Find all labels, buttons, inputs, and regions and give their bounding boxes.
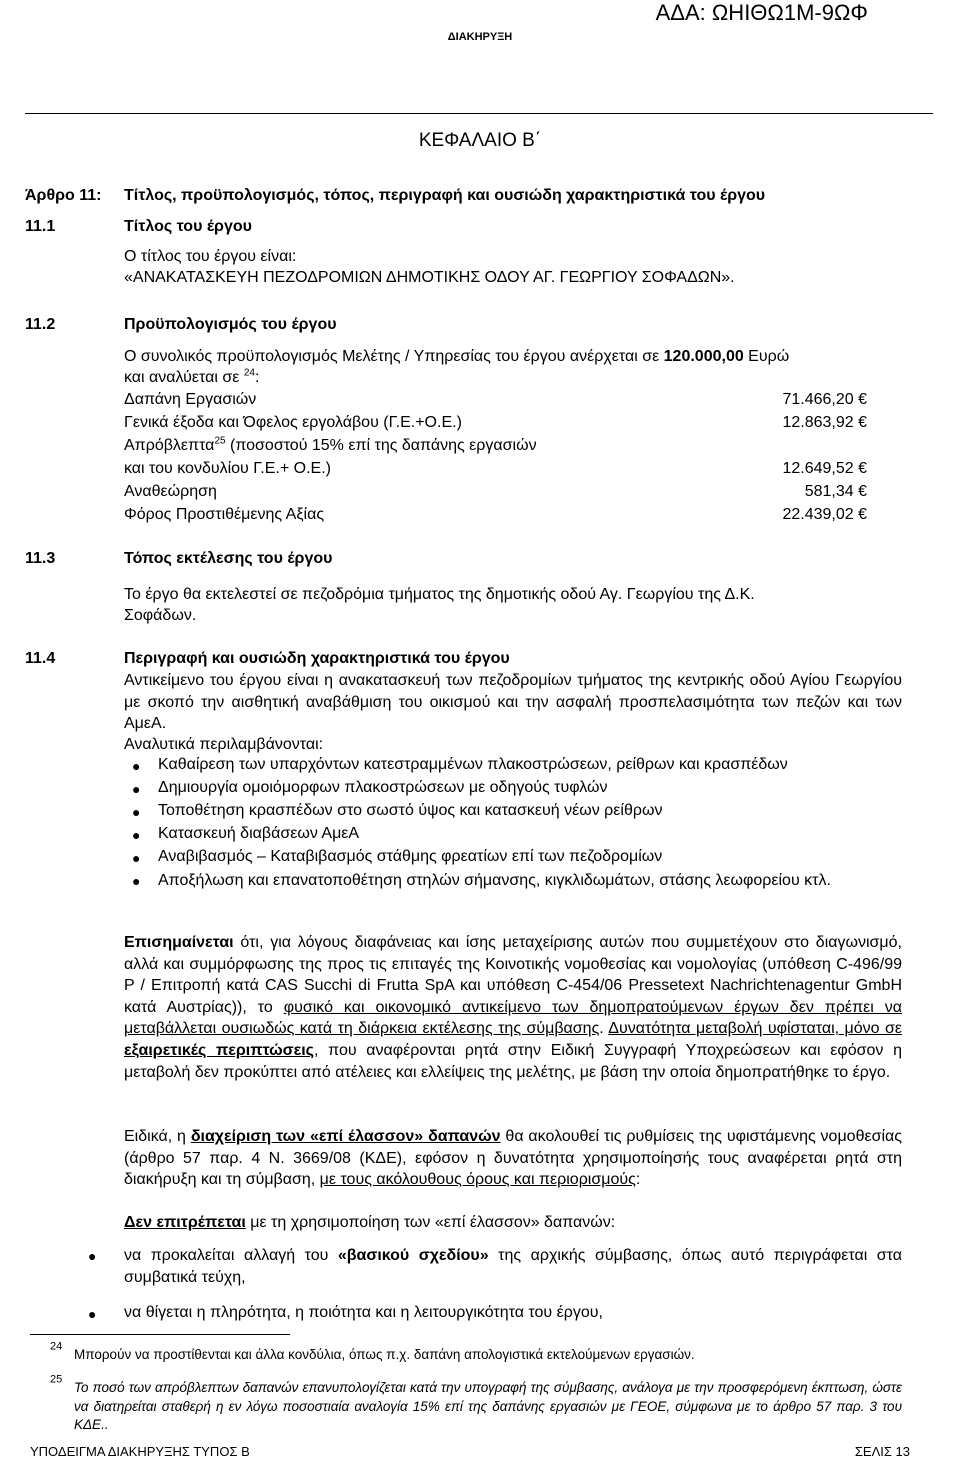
budget-total: 120.000,00 bbox=[663, 348, 744, 365]
bullet-icon: ● bbox=[88, 1306, 97, 1322]
footnote-divider bbox=[30, 1334, 290, 1335]
budget-item-label: Γενικά έξοδα και Όφελος εργολάβου (Γ.Ε.+Ο.Ε.) bbox=[124, 414, 462, 431]
footnote-25-number: 25 bbox=[50, 1373, 63, 1386]
location-text: Το έργο θα εκτελεστεί σε πεζοδρόμια τμήματος της δημοτικής οδού Αγ. Γεωργίου της Δ.Κ. bbox=[124, 586, 755, 603]
bullet-icon: ● bbox=[132, 781, 141, 797]
budget-intro: Ο συνολικός προϋπολογισμός Μελέτης / Υπηρεσίας του έργου ανέρχεται σε 120.000,00 Ευρώ bbox=[124, 348, 790, 365]
header-divider bbox=[25, 113, 933, 114]
list-item: Κατασκευή διαβάσεων ΑμεΑ bbox=[158, 825, 360, 842]
ada-code: ΑΔΑ: ΩΗΙΘΩ1Μ-9ΩΦ bbox=[655, 0, 868, 25]
section-11-1-line: Ο τίτλος του έργου είναι: bbox=[124, 248, 297, 265]
section-11-1-title: Τίτλος του έργου bbox=[124, 218, 252, 235]
list-item: να θίγεται η πληρότητα, η ποιότητα και η λειτουργικότητα του έργου, bbox=[124, 1304, 603, 1321]
footer-page-number: ΣΕΛΙΣ 13 bbox=[854, 1444, 910, 1459]
list-item: Αναβιβασμός – Καταβιβασμός στάθμης φρεατίων επί των πεζοδρομίων bbox=[158, 848, 663, 865]
document-type: ΔΙΑΚΗΡΥΞΗ bbox=[447, 31, 513, 43]
list-item: Αποξήλωση και επανατοποθέτηση στηλών σήμανσης, κιγκλιδωμάτων, στάσης λεωφορείου κτλ. bbox=[158, 872, 831, 889]
budget-intro-2: και αναλύεται σε $^{24}$: bbox=[124, 367, 260, 386]
not-allowed-line: Δεν επιτρέπεται με τη χρησιμοποίηση των «επί έλασσον» δαπανών: bbox=[124, 1214, 616, 1231]
budget-item-amount: 12.863,92 € bbox=[782, 414, 867, 431]
list-item: Τοποθέτηση κρασπέδων στο σωστό ύψος και κατασκευή νέων ρείθρων bbox=[158, 802, 663, 819]
description-paragraph: Αντικείμενο του έργου είναι η ανακατασκευή των πεζοδρομίων τμήματος της κεντρικής οδού Αγίου Γεωργίου με σκοπό την αισθητική αναβάθμιση του οικισμού και την ασφαλή προσπελασιμότητα των πεζών και των ΑμεΑ. bbox=[124, 672, 902, 732]
chapter-title: ΚΕΦΑΛΑΙΟ Β΄ bbox=[418, 130, 542, 151]
section-11-4-title: Περιγραφή και ουσιώδη χαρακτηριστικά του έργου bbox=[124, 650, 510, 667]
budget-item-label: Φόρος Προστιθέμενης Αξίας bbox=[124, 506, 325, 523]
budget-item-amount: 581,34 € bbox=[804, 483, 867, 500]
bullet-icon: ● bbox=[132, 873, 141, 889]
budget-item-label: και του κονδυλίου Γ.Ε.+ Ο.Ε.) bbox=[124, 460, 331, 477]
section-11-3-number: 11.3 bbox=[25, 550, 56, 567]
bullet-icon: ● bbox=[132, 827, 141, 843]
special-paragraph: Ειδικά, η διαχείριση των «επί έλασσον» δαπανών θα ακολουθεί τις ρυθμίσεις της υφιστάμενης νομοθεσίας (άρθρο 57 παρ. 4 Ν. 3669/08 (ΚΔΕ), εφόσον η δυνατότητα χρησιμοποίησής τους αναφέρεται ρητά στη διακήρυξη και τη σύμβαση, με τους ακόλουθους όρους και περιορισμούς: bbox=[124, 1128, 902, 1189]
bullet-icon: ● bbox=[132, 758, 141, 774]
budget-item-amount: 71.466,20 € bbox=[782, 391, 867, 408]
notice-paragraph: Επισημαίνεται ότι, για λόγους διαφάνειας και ίσης μεταχείρισης αυτών που συμμετέχουν στο διαγωνισμό, αλλά και συμμόρφωσης της πρoς τις επιταγές της Κοινοτικής νομοθεσίας και νομολογίας (υπόθεση C-496/99 P / Επιτροπή κατά CAS Succhi di Frutta SpA και υπόθεση C-454/06 Pressetext Nachrichtenagentur GmbH κατά Αυστρίας)), το φυσικό και οικονομικό αντικείμενο των δημοπρατούμενων έργων δεν πρέπει να μεταβάλλεται ουσιωδώς κατά τη διάρκεια εκτέλεσης της σύμβασης. Δυνατότητα μεταβολή υφίσταται, μόνο σε εξαιρετικές περιπτώσεις, που αναφέρονται ρητά στην Ειδική Συγγραφή Υποχρεώσεων και εφόσον η μεταβολή δεν προκύπτει από ατέλειες και ελλείψεις της μελέτης, με βάση την οποία δημοπρατήθηκε το έργο. bbox=[124, 934, 903, 1081]
section-11-4-number: 11.4 bbox=[25, 650, 56, 667]
bullet-icon: ● bbox=[132, 804, 141, 820]
budget-item-amount: 22.439,02 € bbox=[782, 506, 867, 523]
article-label: Άρθρο 11: bbox=[25, 187, 102, 204]
description-list-intro: Αναλυτικά περιλαμβάνονται: bbox=[124, 736, 324, 753]
section-11-3-title: Τόπος εκτέλεσης του έργου bbox=[124, 550, 333, 567]
location-text-2: Σοφάδων. bbox=[124, 607, 197, 624]
footnote-24-text: Μπορούν να προστίθενται και άλλα κονδύλια, όπως π.χ. δαπάνη απολογιστικά εκτελούμενων εργασιών. bbox=[74, 1347, 695, 1362]
list-item: Καθαίρεση των υπαρχόντων κατεστραμμένων πλακοστρώσεων, ρείθρων και κρασπέδων bbox=[158, 756, 788, 773]
footnote-24-number: 24 bbox=[50, 1340, 63, 1353]
budget-item-label: Απρόβλεπτα$^{25}$ (ποσοστού 15% επί της δαπάνης εργασιών bbox=[124, 435, 537, 454]
section-11-2-number: 11.2 bbox=[25, 316, 56, 333]
list-item: να προκαλείται αλλαγή του «βασικού σχεδίου» της αρχικής σύμβασης, όπως αυτό περιγράφεται στα συμβατικά τεύχη, bbox=[124, 1247, 902, 1286]
budget-item-label: Αναθεώρηση bbox=[124, 483, 217, 500]
bullet-icon: ● bbox=[132, 850, 141, 866]
bullet-icon: ● bbox=[88, 1248, 97, 1264]
article-title: Τίτλος, προϋπολογισμός, τόπος, περιγραφή και ουσιώδη χαρακτηριστικά του έργου bbox=[124, 187, 766, 204]
footnote-25-text: Το ποσό των απρόβλεπτων δαπανών επανυπολογίζεται κατά την υπογραφή της σύμβασης, ανάλογα με την προσφερόμενη έκπτωση, ώστε να διατηρείται σταθερή η εν λόγω ποσοστιαία αναλογία 15% επί της δαπάνης εργασιών με ΓΕΟΕ, σύμφωνα με το άρθρο 57 παρ. 3 του ΚΔΕ.. bbox=[74, 1380, 902, 1432]
budget-item-amount: 12.649,52 € bbox=[782, 460, 867, 477]
budget-item-label: Δαπάνη Εργασιών bbox=[124, 391, 257, 408]
project-title: «ΑΝΑΚΑΤΑΣΚΕΥΗ ΠΕΖΟΔΡΟΜΙΩΝ ΔΗΜΟΤΙΚΗΣ ΟΔΟΥ ΑΓ. ΓΕΩΡΓΙΟΥ ΣΟΦΑΔΩΝ». bbox=[124, 269, 735, 286]
footer-left: ΥΠΟΔΕΙΓΜΑ ΔΙΑΚΗΡΥΞΗΣ ΤΥΠΟΣ Β bbox=[30, 1444, 250, 1459]
list-item: Δημιουργία ομοιόμορφων πλακοστρώσεων με οδηγούς τυφλών bbox=[158, 779, 608, 796]
section-11-1-number: 11.1 bbox=[25, 218, 56, 235]
section-11-2-title: Προϋπολογισμός του έργου bbox=[124, 316, 337, 333]
